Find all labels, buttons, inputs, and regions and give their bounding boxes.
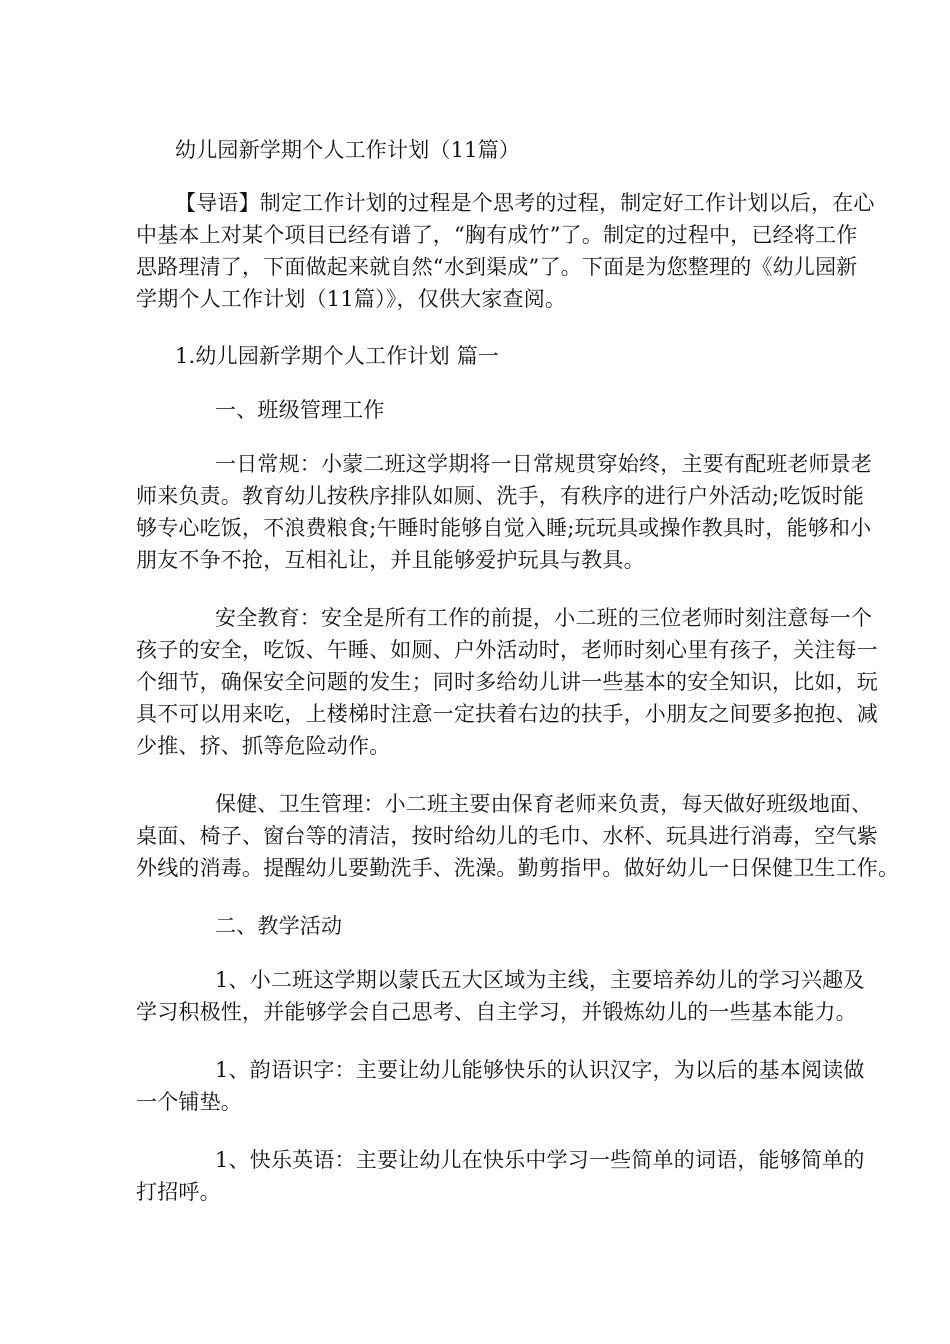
daily-routine-line-2: 师来负责。教育幼儿按秩序排队如厕、洗手，有秩序的进行户外活动;吃饭时能 — [136, 484, 865, 508]
safety-line-3: 个细节，确保安全问题的发生；同时多给幼儿讲一些基本的安全知识，比如，玩 — [136, 670, 878, 694]
daily-routine-line-3: 够专心吃饭，不浪费粮食;午睡时能够自觉入睡;玩玩具或操作教具时，能够和小 — [136, 516, 872, 540]
hygiene-line-1: 保健、卫生管理：小二班主要由保育老师来负责，每天做好班级地面、 — [215, 792, 873, 816]
intro-line-4: 学期个人工作计划（11篇）》，仅供大家查阅。 — [136, 287, 567, 311]
intro-line-1: 【导语】制定工作计划的过程是个思考的过程，制定好工作计划以后，在心 — [175, 191, 875, 215]
part1-heading: 一、班级管理工作 — [215, 398, 385, 422]
intro-line-2: 中基本上对某个项目已经有谱了，“胸有成竹”了。制定的过程中，已经将工作 — [136, 223, 858, 247]
safety-line-1: 安全教育：安全是所有工作的前提，小二班的三位老师时刻注意每一个 — [215, 606, 873, 630]
document-title: 幼儿园新学期个人工作计划（11篇） — [175, 138, 521, 162]
safety-line-4: 具不可以用来吃，上楼梯时注意一定扶着右边的扶手，小朋友之间要多抱抱、减 — [136, 702, 878, 726]
daily-routine-line-4: 朋友不争不抢，互相礼让，并且能够爱护玩具与教具。 — [136, 548, 645, 572]
teaching-2-line-2: 一个铺垫。 — [136, 1090, 242, 1114]
hygiene-line-3: 外线的消毒。提醒幼儿要勤洗手、洗澡。勤剪指甲。做好幼儿一日保健卫生工作。 — [136, 856, 900, 880]
hygiene-line-2: 桌面、椅子、窗台等的清洁，按时给幼儿的毛巾、水杯、玩具进行消毒，空气紫 — [136, 824, 878, 848]
safety-line-5: 少推、挤、抓等危险动作。 — [136, 734, 391, 758]
teaching-1-line-2: 学习积极性，并能够学会自己思考、自主学习，并锻炼幼儿的一些基本能力。 — [136, 1000, 857, 1024]
teaching-1-line-1: 1、小二班这学期以蒙氏五大区域为主线，主要培养幼儿的学习兴趣及 — [215, 968, 865, 992]
part2-heading: 二、教学活动 — [215, 914, 343, 938]
teaching-2-line-1: 1、韵语识字：主要让幼儿能够快乐的认识汉字，为以后的基本阅读做 — [215, 1058, 865, 1082]
daily-routine-line-1: 一日常规：小蒙二班这学期将一日常规贯穿始终，主要有配班老师景老 — [215, 452, 873, 476]
teaching-3-line-1: 1、快乐英语：主要让幼儿在快乐中学习一些简单的词语，能够简单的 — [215, 1148, 865, 1172]
section1-heading: 1.幼儿园新学期个人工作计划 篇一 — [175, 344, 500, 368]
safety-line-2: 孩子的安全，吃饭、午睡、如厕、户外活动时，老师时刻心里有孩子，关注每一 — [136, 638, 878, 662]
intro-line-3: 思路理清了，下面做起来就自然“水到渠成”了。下面是为您整理的《幼儿园新 — [136, 255, 858, 279]
teaching-3-line-2: 打招呼。 — [136, 1180, 221, 1204]
